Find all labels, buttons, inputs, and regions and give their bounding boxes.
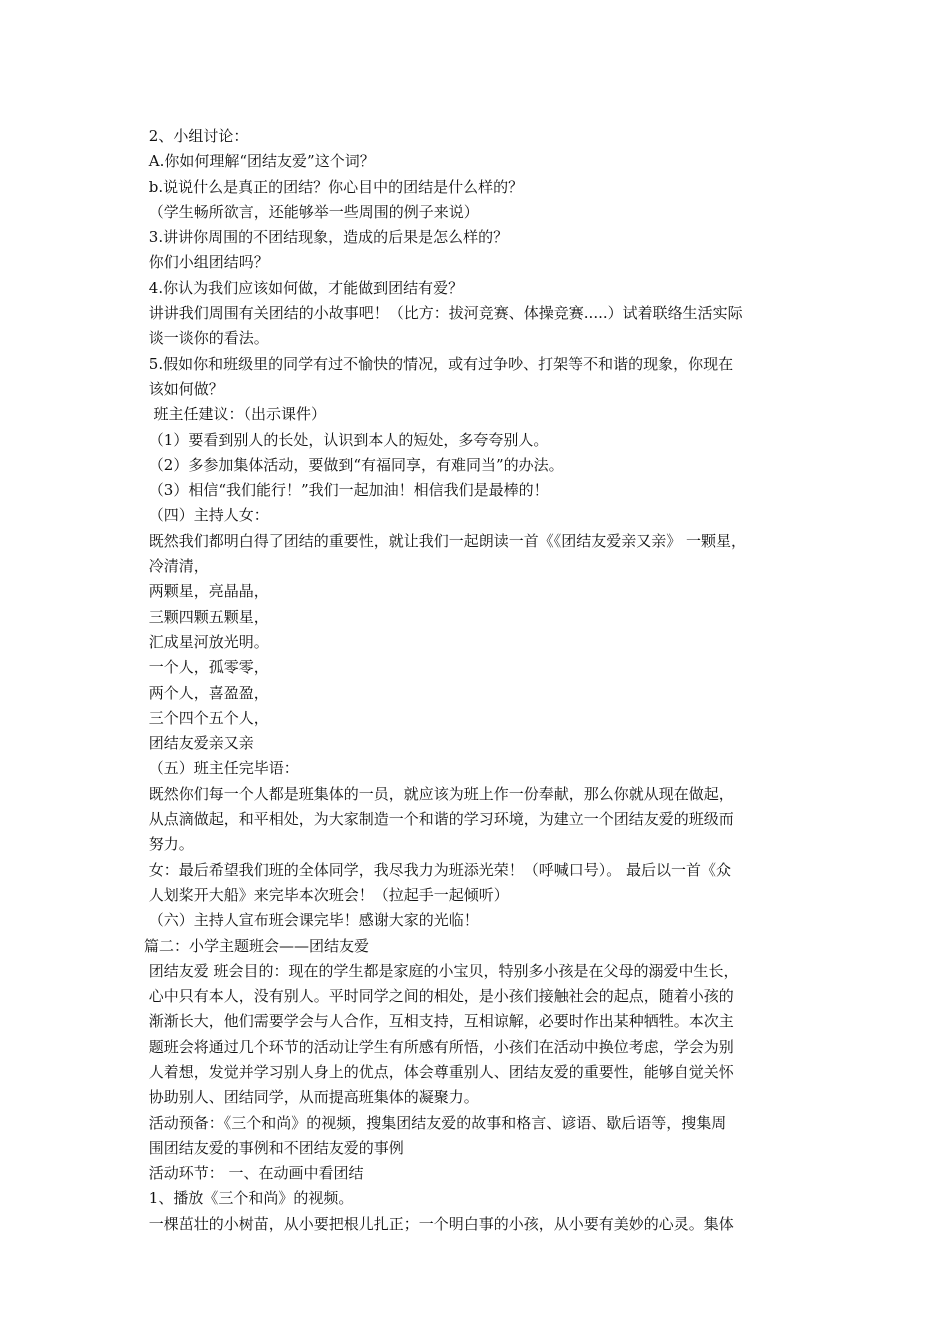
text-line: 3.讲讲你周围的不团结现象，造成的后果是怎么样的？ bbox=[144, 228, 509, 247]
text-line: 团结友爱 班会目的：现在的学生都是家庭的小宝贝，特别多小孩是在父母的溺爱中生长， bbox=[144, 961, 739, 980]
text-line: 4.你认为我们应该如何做，才能做到团结有爱？ bbox=[144, 278, 464, 297]
text-line: 人着想，发觉并学习别人身上的优点，体会尊重别人、团结友爱的重要性，能够自觉关怀 bbox=[144, 1062, 734, 1081]
text-line: 一个人，孤零零， bbox=[144, 658, 269, 677]
text-line: 冷清清， bbox=[144, 557, 209, 576]
text-line: （1）要看到别人的长处，认识到本人的短处，多夸夸别人。 bbox=[144, 430, 549, 449]
text-line: 该如何做？ bbox=[144, 379, 224, 398]
text-line: 谈一谈你的看法。 bbox=[144, 329, 269, 348]
text-line: 1、播放《三个和尚》的视频。 bbox=[144, 1189, 354, 1208]
text-line: 5.假如你和班级里的同学有过不愉快的情况，或有过争吵、打架等不和谐的现象，你现在 bbox=[144, 354, 734, 373]
text-line: 活动环节： 一、在动画中看团结 bbox=[144, 1164, 364, 1183]
text-line: 活动预备：《三个和尚》的视频，搜集团结友爱的故事和格言、谚语、歇后语等，搜集周 bbox=[144, 1113, 727, 1132]
text-line: 两颗星，亮晶晶， bbox=[144, 582, 269, 601]
text-line: 两个人，喜盈盈， bbox=[144, 683, 269, 702]
text-line: 班主任建议：（出示课件） bbox=[144, 405, 327, 424]
text-line: 你们小组团结吗？ bbox=[144, 253, 269, 272]
text-line: （五）班主任完毕语： bbox=[144, 759, 299, 778]
text-line: 从点滴做起，和平相处，为大家制造一个和谐的学习环境，为建立一个团结友爱的班级而 bbox=[144, 810, 734, 829]
text-line: 围团结友爱的事例和不团结友爱的事例 bbox=[144, 1138, 404, 1157]
text-line: （学生畅所欲言，还能够举一些周围的例子来说） bbox=[144, 202, 479, 221]
text-line: 2、小组讨论： bbox=[144, 127, 249, 145]
text-line: 人划桨开大船》来完毕本次班会！（拉起手一起倾听） bbox=[144, 885, 509, 904]
text-line: 一棵茁壮的小树苗，从小要把根儿扎正；一个明白事的小孩，从小要有美妙的心灵。集体 bbox=[144, 1214, 734, 1233]
text-line: 协助别人、团结同学，从而提高班集体的凝聚力。 bbox=[144, 1088, 479, 1107]
text-line: 团结友爱亲又亲 bbox=[144, 734, 254, 753]
text-line: 题班会将通过几个环节的活动让学生有所感有所悟，小孩们在活动中换位考虑，学会为别 bbox=[144, 1037, 734, 1056]
text-line: 篇二：小学主题班会——团结友爱 bbox=[144, 936, 370, 955]
text-line: b.说说什么是真正的团结？你心目中的团结是什么样的？ bbox=[144, 177, 524, 196]
text-line: （六）主持人宣布班会课完毕！感谢大家的光临！ bbox=[144, 911, 479, 930]
text-line: （2）多参加集体活动，要做到“有福同享，有难同当”的办法。 bbox=[144, 455, 564, 474]
text-line: A.你如何理解“团结友爱”这个词？ bbox=[144, 152, 375, 171]
text-line: 努力。 bbox=[144, 835, 194, 854]
text-line: （3）相信“我们能行！”我们一起加油！相信我们是最棒的！ bbox=[144, 481, 549, 500]
text-line: 三颗四颗五颗星， bbox=[144, 607, 269, 626]
text-line: 女：最后希望我们班的全体同学，我尽我力为班添光荣！（呼喊口号）。 最后以一首《众 bbox=[144, 860, 732, 879]
text-line: 汇成星河放光明。 bbox=[144, 632, 269, 651]
text-line: 渐渐长大，他们需要学会与人合作，互相支持，互相谅解，必要时作出某种牺牲。本次主 bbox=[144, 1012, 734, 1031]
text-line: 既然我们都明白得了团结的重要性，就让我们一起朗读一首《《团结友爱亲又亲》 一颗星， bbox=[144, 531, 747, 550]
text-line: 讲讲我们周围有关团结的小故事吧！（比方：拔河竞赛、体操竞赛.....）试着联络生活实际 bbox=[144, 304, 743, 323]
text-line: 既然你们每一个人都是班集体的一员，就应该为班上作一份奉献，那么你就从现在做起， bbox=[144, 784, 734, 803]
text-line: 三个四个五个人， bbox=[144, 708, 269, 727]
text-line: 心中只有本人，没有别人。平时同学之间的相处，是小孩们接触社会的起点，随着小孩的 bbox=[144, 987, 734, 1006]
text-line: （四）主持人女： bbox=[144, 506, 269, 525]
document-body bbox=[144, 124, 834, 1237]
